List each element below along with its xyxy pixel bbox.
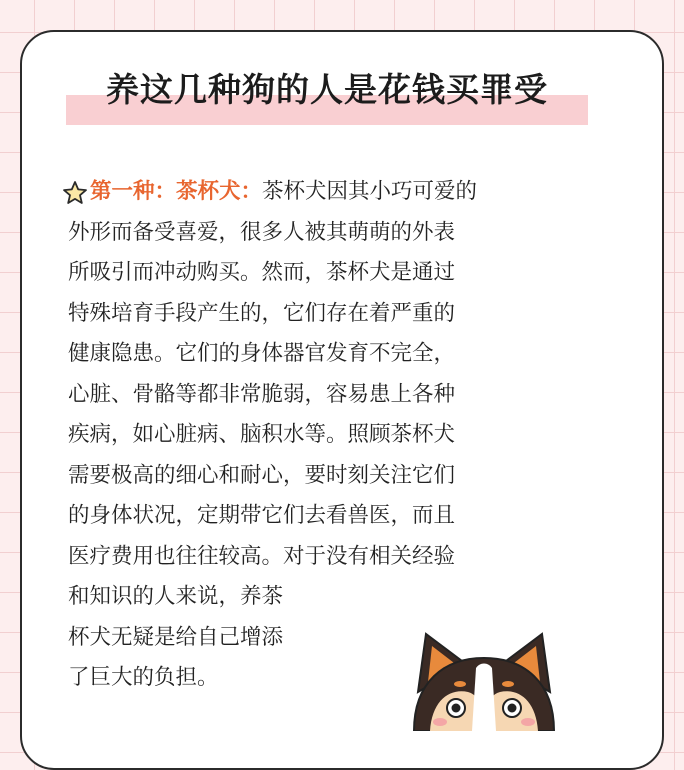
paragraph-line: 和知识的人来说，养茶 [68, 584, 284, 609]
paragraph-line: 疾病，如心脏病、脑积水等。照顾茶杯犬 [68, 422, 456, 447]
paragraph-line: 茶杯犬因其小巧可爱的 [262, 179, 478, 204]
paragraph-line: 所吸引而冲动购买。然而，茶杯犬是通过 [68, 260, 456, 285]
paragraph-line: 需要极高的细心和耐心，要时刻关注它们 [68, 462, 456, 488]
corgi-dog-icon [404, 622, 564, 731]
paragraph-line: 了巨大的负担。 [68, 665, 219, 690]
paragraph-line-first [68, 172, 558, 213]
paragraph-line: 心脏、骨骼等都非常脆弱，容易患上各种 [68, 381, 456, 407]
title-block [66, 62, 586, 126]
section-paragraph [68, 172, 558, 699]
paragraph-line: 特殊培育手段产生的，它们存在着严重的 [68, 300, 456, 326]
paragraph-line: 杯犬无疑是给自己增添 [68, 624, 284, 650]
page-title: 养这几种狗的人是花钱买罪受 [106, 70, 548, 109]
paragraph-line: 的身体状况，定期带它们去看兽医，而且 [68, 503, 456, 528]
paragraph-line: 外形而备受喜爱，很多人被其萌萌的外表 [68, 219, 456, 245]
section-lead-label: 第一种：茶杯犬： [90, 179, 263, 204]
paragraph-line: 医疗费用也往往较高。对于没有相关经验 [68, 543, 456, 569]
paragraph-line: 健康隐患。它们的身体器官发育不完全， [68, 341, 456, 366]
